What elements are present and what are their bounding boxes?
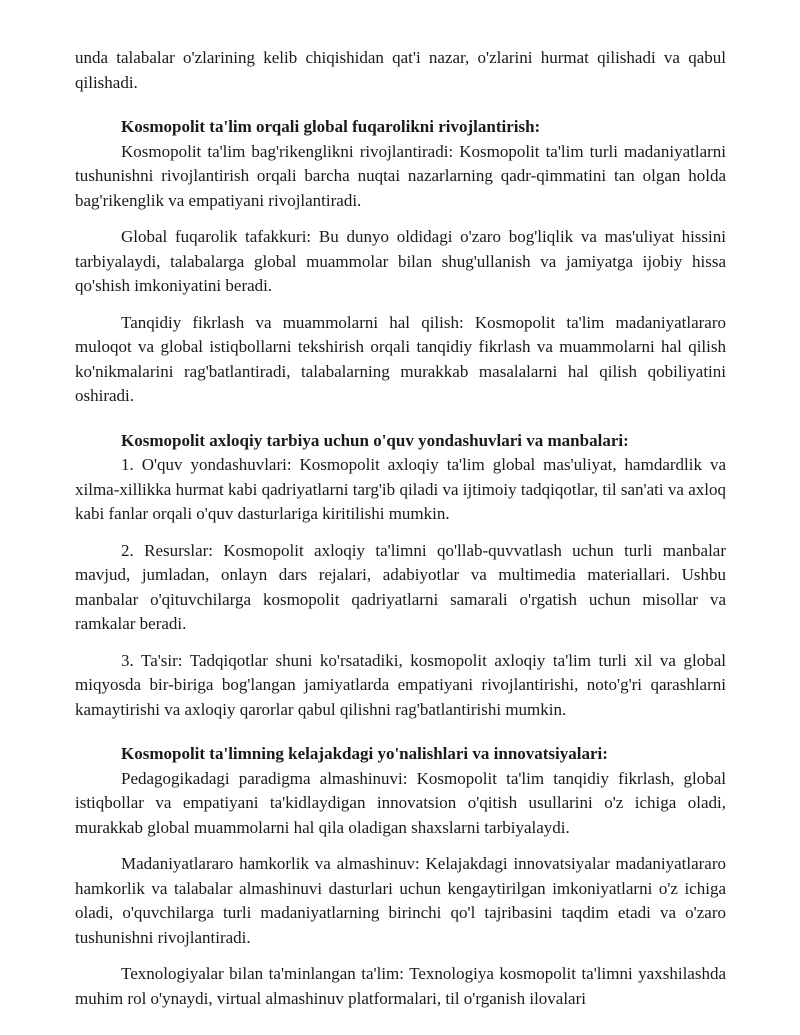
paragraph: unda talabalar o'zlarining kelib chiqishidan qat'i nazar, o'zlarini hurmat qilishadi va qabul qilishadi. [75,48,726,92]
paragraph: Kosmopolit ta'lim bag'rikenglikni rivojlantiradi: Kosmopolit ta'lim turli madaniyatlarni tushunishni rivojlantirish orqali barcha nuqtai nazarlarning qadr-qimmatini tan olgan holda bag'rikenglik va empatiyani rivojlantiradi. [75,141,726,210]
paragraph: 1. O'quv yondashuvlari: Kosmopolit axloqiy ta'lim global mas'uliyat, hamdardlik va xilma-xillikka hurmat kabi qadriyatlarni targ'ib qiladi va ijtimoiy tadqiqotlar, til san'ati va axloq kabi fanlar orqali o'quv dasturlariga kiritilishi mumkin. [75,455,726,523]
paragraph: Global fuqarolik tafakkuri: Bu dunyo oldidagi o'zaro bog'liqlik va mas'uliyat hissini tarbiyalaydi, talabalarga global muammolar bilan shug'ullanish va jamiyatga ijobiy hissa qo'shish imkoniyatini beradi. [75,227,726,295]
paragraph: Texnologiyalar bilan ta'minlangan ta'lim: Texnologiya kosmopolit ta'limni yaxshilashda muhim rol o'ynaydi, virtual almashinuv platformalari, til o'rganish ilovalari [75,964,726,1008]
paragraph: 3. Ta'sir: Tadqiqotlar shuni ko'rsatadiki, kosmopolit axloqiy ta'lim turli xil va global miqyosda bir-biriga bog'langan jamiyatlarda empatiyani rivojlantirishi, noto'g'ri qarashlarni kamaytirishi va axloqiy qarorlar qabul qilishni rag'batlantirishi mumkin. [75,650,726,719]
paragraph: 2. Resurslar: Kosmopolit axloqiy ta'limni qo'llab-quvvatlash uchun turli manbalar mavjud, jumladan, onlayn dars rejalari, adabiyotlar va multimedia materiallari. Ushbu manbalar o'qituvchilarga kosmopolit qadriyatlarni samarali o'rgatish uchun misollar va ramkalar beradi. [75,540,726,633]
section-heading: Kosmopolit axloqiy tarbiya uchun o'quv yondashuvlari va manbalari: [121,430,629,450]
paragraph: Tanqidiy fikrlash va muammolarni hal qilish: Kosmopolit ta'lim madaniyatlararo muloqot va global istiqbollarni tekshirish orqali tanqidiy fikrlash va muammolarni hal qilish ko'nikmalarini rag'batlantiradi, talabalarning murakkab masalalarni hal qilish qobiliyatini oshiradi. [75,312,726,405]
paragraph: Pedagogikadagi paradigma almashinuvi: Kosmopolit ta'lim tanqidiy fikrlash, global istiqbollar va empatiyani ta'kidlaydigan innovatsion o'qitish usullarini o'z ichiga oladi, murakkab global muammolarni hal qila oladigan shaxslarni tarbiyalaydi. [75,768,726,837]
paragraph: Madaniyatlararo hamkorlik va almashinuv: Kelajakdagi innovatsiyalar madaniyatlararo hamkorlik va talabalar almashinuvi dasturlari uchun kengaytirilgan imkoniyatlarni o'z ichiga oladi, o'quvchilarga turli madaniyatlarning birinchi qo'l tajribasini taqdim etadi va o'zaro tushunishni rivojlantiradi. [75,854,726,947]
section-heading: Kosmopolit ta'lim orqali global fuqarolikni rivojlantirish: [121,117,541,136]
section-heading: Kosmopolit ta'limning kelajakdagi yo'nalishlari va innovatsiyalari: [121,744,608,763]
document-page [75,46,726,1011]
